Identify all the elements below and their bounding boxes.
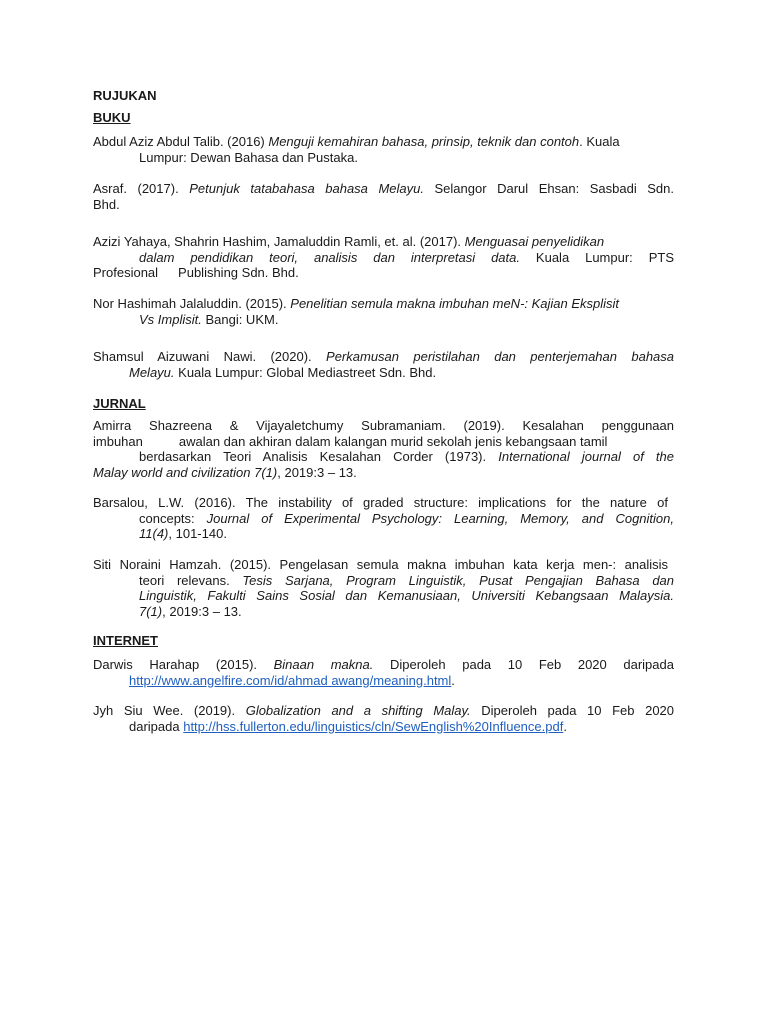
- reference-text: [93, 134, 674, 150]
- reference-text: Azizi Yahaya, Shahrin Hashim, Jamaluddin Ramli, et. al. (2017).: [93, 234, 465, 249]
- reference-text: Vs Implisit.: [139, 311, 202, 327]
- reference-text: Globalization and a shifting Malay.: [245, 703, 471, 718]
- reference-text: Menguasai penyelidikan: [464, 234, 605, 249]
- reference-text: [93, 465, 674, 481]
- reference-text: International journal of the: [498, 449, 675, 465]
- reference-text: [93, 673, 674, 689]
- reference-text: Siti Noraini Hamzah. (2015). Pengelasan semula makna imbuhan kata kerja men-: analisis: [93, 557, 668, 572]
- reference-internet-1: [93, 657, 674, 688]
- reference-text: [93, 604, 674, 620]
- section-heading-jurnal: JURNAL: [93, 396, 146, 411]
- section-heading-buku: BUKU: [93, 110, 131, 125]
- section-heading-internet: INTERNET: [93, 633, 158, 648]
- reference-text: teori relevans.: [139, 572, 243, 588]
- reference-text: Bhd.: [93, 196, 120, 212]
- reference-buku-5: [93, 349, 674, 380]
- reference-text: Journal of Experimental Psychology: Learning, Memory, and Cognition,: [206, 510, 674, 526]
- reference-link-fullerton[interactable]: http://hss.fullerton.edu/linguistics/cln/SewEnglish%20Influence.pdf: [183, 718, 564, 734]
- reference-text: imbuhan: [93, 433, 143, 449]
- reference-text: [93, 526, 674, 542]
- reference-buku-3: [93, 234, 674, 281]
- reference-text: Perkamusan peristilahan dan penterjemahan bahasa: [326, 349, 675, 364]
- reference-text: Lumpur: Dewan Bahasa dan Pustaka.: [139, 149, 358, 165]
- reference-text: [93, 312, 674, 328]
- reference-text: Publishing Sdn. Bhd.: [178, 265, 299, 281]
- reference-jurnal-2: [93, 495, 674, 542]
- reference-link-angelfire[interactable]: http://www.angelfire.com/id/ahmad awang/meaning.html: [129, 672, 452, 688]
- reference-text: berdasarkan Teori Analisis Kesalahan Corder (1973).: [139, 449, 499, 465]
- reference-text: , 2019:3 – 13.: [162, 603, 242, 619]
- reference-text: Penelitian semula makna imbuhan meN-: Kajian Eksplisit: [290, 296, 620, 311]
- reference-text: [93, 573, 674, 589]
- reference-buku-1: [93, 134, 674, 165]
- reference-text: Jyh Siu Wee. (2019).: [93, 703, 246, 718]
- reference-text: [93, 250, 674, 266]
- reference-text: [93, 296, 674, 312]
- reference-text: dalam pendidikan teori, analisis dan interpretasi data.: [139, 249, 520, 265]
- reference-text: Darwis Harahap (2015).: [93, 657, 274, 672]
- reference-text: [93, 181, 674, 197]
- reference-text: Kuala Lumpur: PTS: [520, 249, 674, 265]
- reference-text: Tesis Sarjana, Program Linguistik, Pusat Pengajian Bahasa dan: [242, 572, 675, 588]
- reference-text: Diperoleh pada 10 Feb 2020 daripada: [373, 657, 674, 672]
- reference-text: Asraf. (2017).: [93, 181, 190, 196]
- page-title: RUJUKAN: [93, 88, 157, 103]
- reference-text: Amirra Shazreena & Vijayaletchumy Subramaniam. (2019). Kesalahan penggunaan: [93, 418, 674, 433]
- reference-text: [93, 703, 674, 719]
- reference-text: [93, 349, 674, 365]
- reference-jurnal-3: [93, 557, 674, 619]
- reference-text: Nor Hashimah Jalaluddin. (2015).: [93, 296, 291, 311]
- reference-text: awalan dan akhiran dalam kalangan murid sekolah jenis kebangsaan tamil: [178, 433, 608, 449]
- reference-text: Petunjuk tatabahasa bahasa Melayu.: [189, 181, 424, 196]
- reference-buku-2: [93, 181, 674, 212]
- reference-text: 7(1): [139, 603, 163, 619]
- reference-internet-2: [93, 703, 674, 734]
- reference-text: Barsalou, L.W. (2016). The instability of graded structure: implications for the nature of: [93, 495, 668, 510]
- reference-text: [93, 657, 674, 673]
- reference-text: [93, 588, 674, 604]
- reference-text: Profesional: [93, 265, 159, 281]
- reference-text: daripada: [129, 718, 184, 734]
- reference-text: .: [451, 672, 455, 688]
- reference-text: [93, 265, 674, 281]
- reference-text: Malay world and civilization 7(1): [93, 464, 278, 480]
- reference-buku-4: [93, 296, 674, 327]
- reference-text: [93, 434, 674, 450]
- reference-text: [93, 511, 674, 527]
- reference-text: Melayu.: [129, 364, 175, 380]
- reference-text: [93, 234, 674, 250]
- reference-text: Menguji kemahiran bahasa, prinsip, teknik dan contoh: [268, 134, 580, 149]
- reference-text: , 101-140.: [168, 526, 227, 542]
- reference-text: Bangi: UKM.: [201, 311, 279, 327]
- reference-jurnal-1: [93, 418, 674, 480]
- reference-text: Diperoleh pada 10 Feb 2020: [470, 703, 675, 718]
- reference-text: 11(4): [139, 526, 169, 542]
- reference-text: Linguistik, Fakulti Sains Sosial dan Kemanusiaan, Universiti Kebangsaan Malaysia.: [139, 588, 674, 604]
- reference-text: [93, 449, 674, 465]
- reference-text: Selangor Darul Ehsan: Sasbadi Sdn.: [423, 181, 674, 196]
- reference-text: , 2019:3 – 13.: [277, 464, 357, 480]
- reference-text: Kuala Lumpur: Global Mediastreet Sdn. Bhd.: [174, 364, 437, 380]
- reference-text: Shamsul Aizuwani Nawi. (2020).: [93, 349, 327, 364]
- reference-text: [93, 719, 674, 735]
- reference-text: [93, 365, 674, 381]
- reference-text: concepts:: [139, 510, 207, 526]
- reference-text: Binaan makna.: [273, 657, 374, 672]
- reference-text: . Kuala: [579, 134, 620, 149]
- reference-text: .: [563, 718, 567, 734]
- reference-text: Abdul Aziz Abdul Talib. (2016): [93, 134, 269, 149]
